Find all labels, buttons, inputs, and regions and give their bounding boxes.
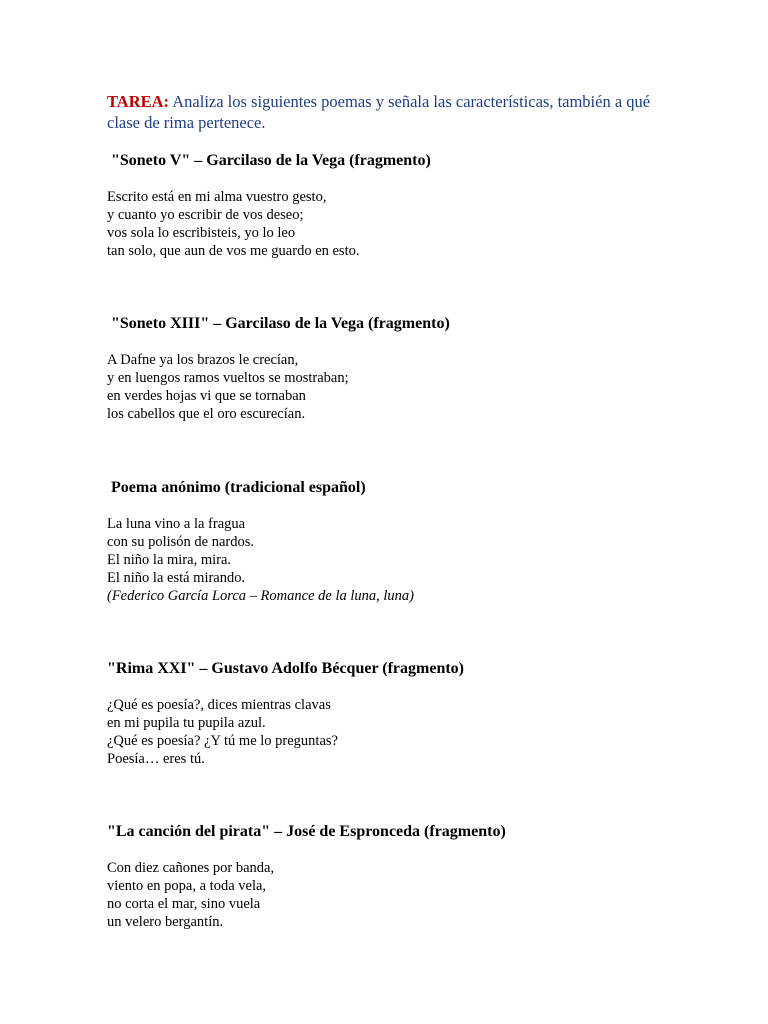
poem-line: El niño la mira, mira. [107,552,232,568]
poem-line: ¿Qué es poesía?, dices mientras clavas [107,697,331,713]
poem-title: "Soneto XIII" – Garcilaso de la Vega (fragmento) [107,315,450,332]
poem-title: "Soneto V" – Garcilaso de la Vega (fragmento) [107,152,431,169]
poem-line: El niño la está mirando. [107,570,246,586]
poem-rima-xxi [107,659,667,768]
poem-line: y cuanto yo escribir de vos deseo; [107,207,304,223]
task-instruction [107,91,667,133]
poem-line: Poesía… eres tú. [107,751,205,767]
poem-soneto-xiii [107,314,667,423]
poem-line: no corta el mar, sino vuela [107,896,261,912]
poem-line: La luna vino a la fragua [107,516,246,532]
poem-soneto-v [107,151,667,260]
poem-verses [107,188,667,260]
poem-line: en verdes hojas vi que se tornaban [107,388,306,404]
poem-line: un velero bergantín. [107,914,224,930]
task-text: Analiza los siguientes poemas y señala las características, también a qué clase de rima pertenece. [107,92,651,132]
poem-verses [107,859,667,931]
poem-verses [107,696,667,768]
task-label: TAREA: [107,92,170,111]
poem-line: los cabellos que el oro escurecían. [107,406,306,422]
poem-line: vos sola lo escribisteis, yo lo leo [107,225,296,241]
poem-title: Poema anónimo (tradicional español) [107,479,366,496]
poem-cancion-del-pirata [107,822,667,931]
poem-line: viento en popa, a toda vela, [107,878,267,894]
poem-line: en mi pupila tu pupila azul. [107,715,266,731]
poem-line: con su polisón de nardos. [107,534,254,550]
poem-line: Escrito está en mi alma vuestro gesto, [107,189,327,205]
poem-anonimo [107,478,667,605]
poem-line: Con diez cañones por banda, [107,860,275,876]
poem-title: "La canción del pirata" – José de Espronceda (fragmento) [107,823,506,840]
poem-line: y en luengos ramos vueltos se mostraban; [107,370,349,386]
poem-line: ¿Qué es poesía? ¿Y tú me lo preguntas? [107,733,338,749]
poem-verses [107,515,667,605]
poem-verses [107,351,667,423]
poem-line: A Dafne ya los brazos le crecían, [107,352,299,368]
poem-credit: (Federico García Lorca – Romance de la luna, luna) [107,588,414,604]
poem-title: "Rima XXI" – Gustavo Adolfo Bécquer (fragmento) [107,660,464,677]
poem-line: tan solo, que aun de vos me guardo en esto. [107,243,360,259]
